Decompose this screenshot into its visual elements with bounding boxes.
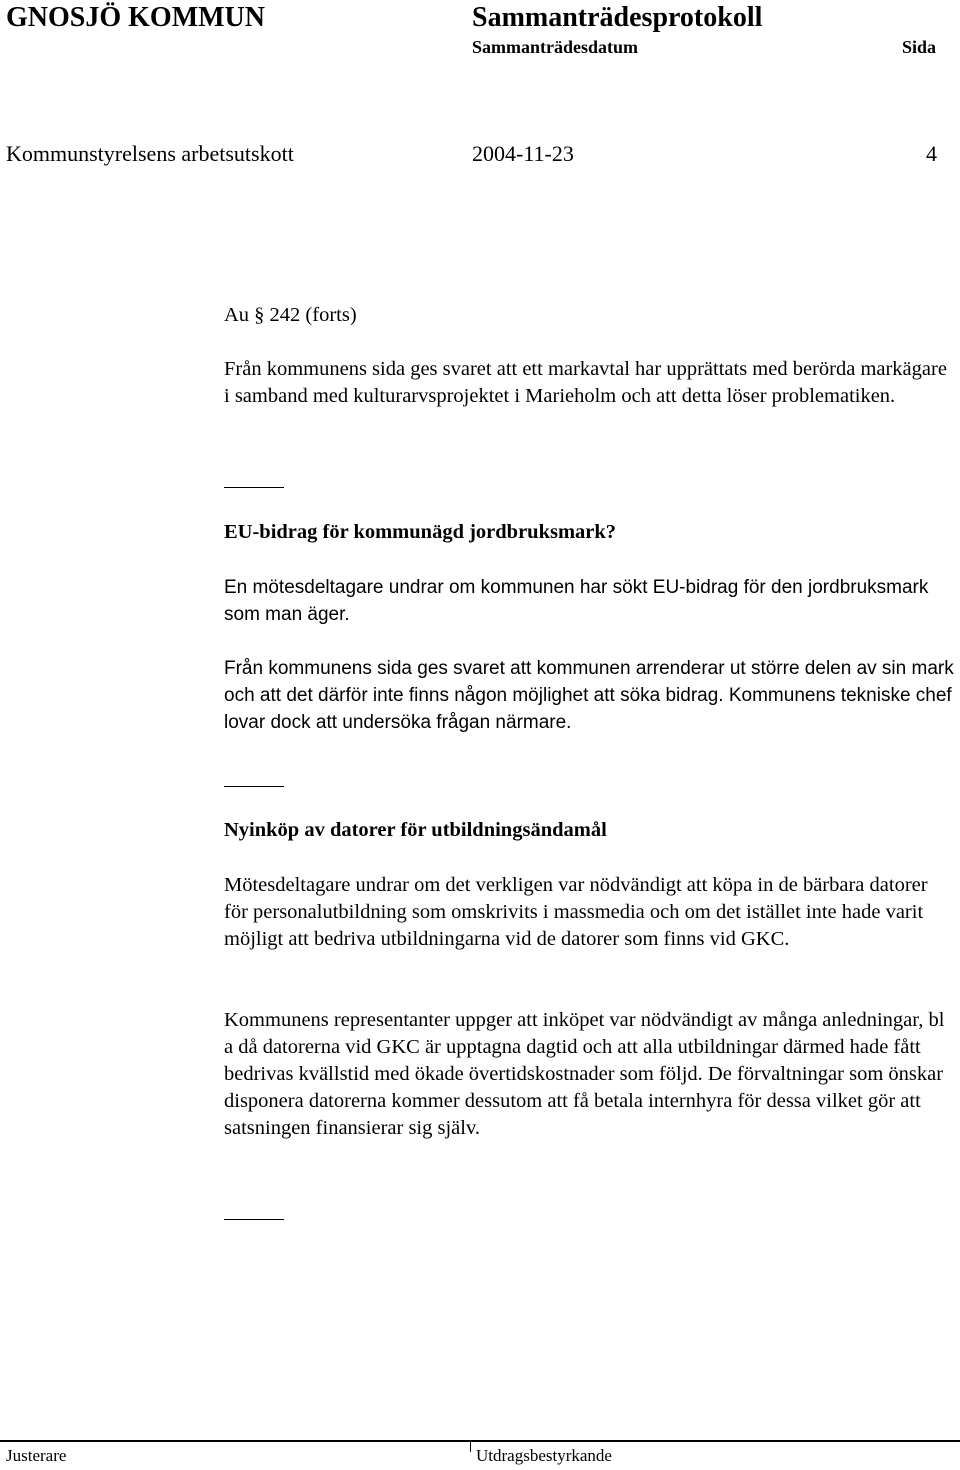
meeting-date: 2004-11-23 — [472, 141, 574, 166]
page-label: Sida — [902, 37, 937, 57]
section-divider — [224, 786, 284, 787]
section-reference: Au § 242 (forts) — [224, 304, 357, 326]
heading-eu-bidrag: EU-bidrag för kommunägd jordbruksmark? — [224, 521, 617, 543]
paragraph-eu-question: En mötesdeltagare undrar om kommunen har sökt EU-bidrag för den jordbruksmark som man äger. — [224, 577, 929, 625]
paragraph-markavtal: Från kommunens sida ges svaret att ett markavtal har upprättats med berörda markägare i samband med kulturarvsprojektet i Marieholm och att detta löser problematiken. — [224, 358, 947, 407]
extract-certification-label: Utdragsbestyrkande — [476, 1446, 612, 1465]
paragraph-datorer-question: Mötesdeltagare undrar om det verkligen var nödvändigt att köpa in de bärbara datorer för personalutbildning som omskrivits i massmedia och om det istället inte hade varit möjligt att bedriva utbildningarna vid de datorer som finns vid GKC. — [224, 874, 928, 950]
heading-datorer: Nyinköp av datorer för utbildningsändamål — [224, 819, 607, 841]
section-divider — [224, 487, 284, 488]
committee-name: Kommunstyrelsens arbetsutskott — [6, 141, 294, 166]
section-divider — [224, 1219, 284, 1220]
paragraph-datorer-answer: Kommunens representanter uppger att inköpet var nödvändigt av många anledningar, bl a då datorerna vid GKC är upptagna dagtid och att alla utbildningar därmed hade fått bedrivas kvällstid med ökade övertidskostnader som följd. De förvaltningar som önskar disponera datorerna kommer dessutom att få betala internhyra för dessa vilket gör att satsningen finansierar sig själv. — [224, 1009, 945, 1139]
document-type: Sammanträdesprotokoll — [472, 2, 763, 33]
page-number: 4 — [926, 141, 937, 166]
adjusters-label: Justerare — [6, 1446, 67, 1465]
footer-rule — [0, 1440, 960, 1442]
meeting-date-label: Sammanträdesdatum — [472, 37, 639, 57]
footer-separator — [470, 1440, 471, 1452]
paragraph-eu-answer: Från kommunens sida ges svaret att kommunen arrenderar ut större delen av sin mark och att det därför inte finns någon möjlighet att söka bidrag. Kommunens tekniske chef lovar dock att undersöka frågan närmare. — [224, 658, 954, 733]
organization-name: GNOSJÖ KOMMUN — [6, 2, 265, 33]
